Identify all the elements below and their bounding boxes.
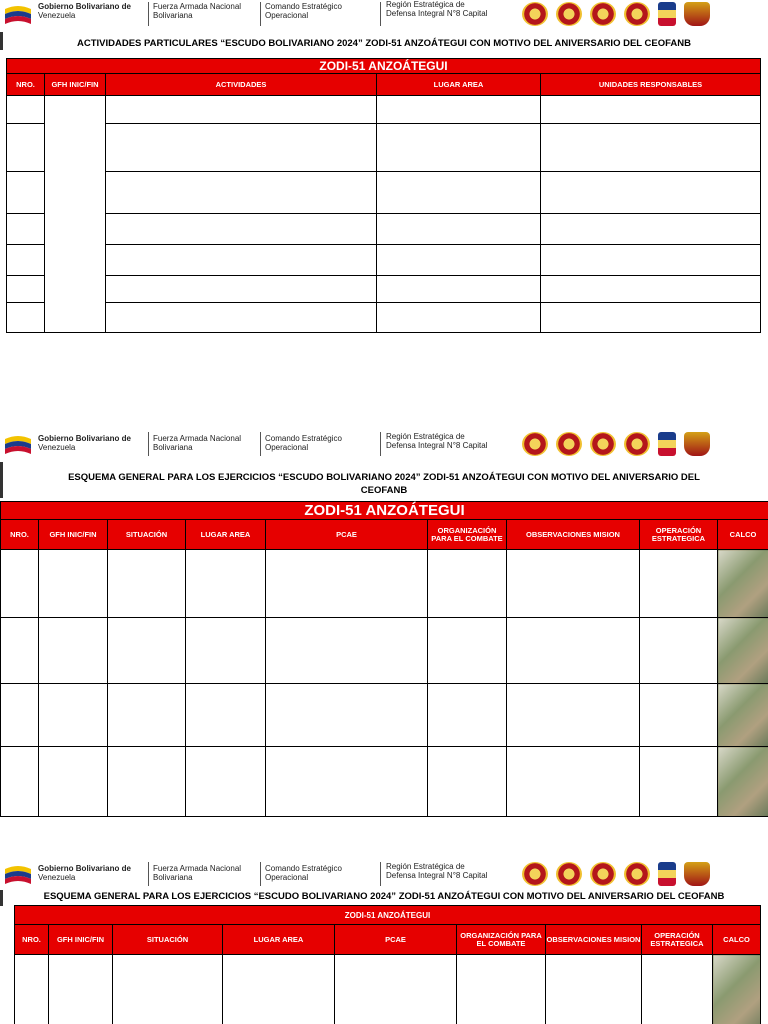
table-cell[interactable]	[186, 684, 266, 747]
table-cell[interactable]	[49, 955, 113, 1024]
table-cell[interactable]	[7, 124, 45, 172]
shield-icon	[684, 862, 710, 886]
col-actividades: ACTIVIDADES	[106, 74, 377, 96]
emblem-icon	[590, 862, 616, 886]
section-title: ACTIVIDADES PARTICULARES “ESCUDO BOLIVARIANO 2024” ZODI-51 ANZOÁTEGUI CON MOTIVO DEL ANIVERSARIO DEL CEOFANB	[76, 38, 692, 49]
coat-of-arms-icon	[658, 2, 676, 26]
zodi-band: ZODI-51 ANZOÁTEGUI	[15, 906, 761, 925]
table-cell[interactable]	[108, 550, 186, 618]
table-cell[interactable]	[266, 550, 428, 618]
col-organizacion: ORGANIZACIÓN PARA EL COMBATE	[457, 925, 546, 955]
col-nro: NRO.	[7, 74, 45, 96]
table-cell[interactable]	[377, 214, 541, 245]
emblem-icon	[556, 2, 582, 26]
shield-icon	[684, 432, 710, 456]
table-cell[interactable]	[541, 172, 761, 214]
zodi-band: ZODI-51 ANZOÁTEGUI	[1, 502, 768, 520]
col-nro: NRO.	[1, 520, 39, 550]
section-actividades	[0, 0, 768, 340]
table-cell[interactable]	[45, 96, 106, 333]
col-situacion: SITUACIÓN	[108, 520, 186, 550]
table-cell[interactable]	[428, 684, 507, 747]
emblem-icon	[590, 2, 616, 26]
table-cell[interactable]	[106, 303, 377, 333]
table-cell[interactable]	[640, 747, 718, 817]
table-cell[interactable]	[7, 276, 45, 303]
table-cell[interactable]	[186, 618, 266, 684]
esquema-table	[14, 905, 761, 1024]
table-cell[interactable]	[7, 172, 45, 214]
table-cell[interactable]	[541, 96, 761, 124]
table-cell[interactable]	[640, 618, 718, 684]
emblem-icon	[556, 862, 582, 886]
table-cell[interactable]	[113, 955, 223, 1024]
letterhead: Gobierno Bolivariano de Venezuela Fuerza Armada Nacional Bolivariana Comando Estratégico Operacional Región Estratégica de Defensa Integral N°8 Capital	[0, 430, 768, 462]
table-cell[interactable]	[377, 96, 541, 124]
col-lugar: LUGAR AREA	[223, 925, 335, 955]
section-title: ESQUEMA GENERAL PARA LOS EJERCICIOS “ESCUDO BOLIVARIANO 2024” ZODI-51 ANZOÁTEGUI CON MOTIVO DEL ANIVERSARIO DEL CEOFANB	[43, 891, 725, 902]
table-cell[interactable]	[428, 747, 507, 817]
letterhead: Gobierno Bolivariano de Venezuela Fuerza Armada Nacional Bolivariana Comando Estratégico Operacional Región Estratégica de Defensa Integral N°8 Capital	[0, 860, 768, 892]
col-gfh: GFH INIC/FIN	[39, 520, 108, 550]
table-cell[interactable]	[39, 684, 108, 747]
table-cell[interactable]	[39, 618, 108, 684]
emblems	[522, 862, 710, 886]
table-cell[interactable]	[7, 96, 45, 124]
table-cell[interactable]	[541, 124, 761, 172]
table-cell[interactable]	[377, 172, 541, 214]
venezuela-flag-icon	[5, 863, 31, 885]
table-cell[interactable]	[106, 96, 377, 124]
table-cell[interactable]	[377, 303, 541, 333]
section-esquema-2	[0, 860, 768, 1024]
table-cell[interactable]	[507, 747, 640, 817]
venezuela-flag-icon	[5, 433, 31, 455]
table-cell[interactable]	[39, 550, 108, 618]
table-cell[interactable]	[186, 550, 266, 618]
col-lugar: LUGAR AREA	[186, 520, 266, 550]
table-cell[interactable]	[507, 550, 640, 618]
map-thumbnail	[718, 618, 768, 684]
table-cell[interactable]	[106, 214, 377, 245]
table-cell[interactable]	[640, 550, 718, 618]
table-cell[interactable]	[1, 618, 39, 684]
coat-of-arms-icon	[658, 862, 676, 886]
map-thumbnail	[718, 684, 768, 747]
table-cell[interactable]	[1, 747, 39, 817]
table-cell[interactable]	[428, 618, 507, 684]
esquema-table	[0, 501, 768, 817]
table-cell[interactable]	[507, 618, 640, 684]
col-observaciones: OBSERVACIONES MISION	[546, 925, 642, 955]
table-cell[interactable]	[7, 245, 45, 276]
table-cell[interactable]	[7, 214, 45, 245]
col-nro: NRO.	[15, 925, 49, 955]
emblem-icon	[624, 432, 650, 456]
col-organizacion: ORGANIZACIÓN PARA EL COMBATE	[428, 520, 507, 550]
emblem-icon	[590, 432, 616, 456]
table-cell[interactable]	[15, 955, 49, 1024]
table-cell[interactable]	[108, 747, 186, 817]
table-cell[interactable]	[457, 955, 546, 1024]
emblem-icon	[522, 432, 548, 456]
table-cell[interactable]	[186, 747, 266, 817]
emblem-icon	[522, 2, 548, 26]
emblem-icon	[556, 432, 582, 456]
table-cell[interactable]	[377, 124, 541, 172]
table-cell[interactable]	[541, 214, 761, 245]
table-cell[interactable]	[39, 747, 108, 817]
table-cell[interactable]	[541, 303, 761, 333]
col-operacion: OPERACIÓN ESTRATEGICA	[640, 520, 718, 550]
table-cell[interactable]	[1, 684, 39, 747]
coat-of-arms-icon	[658, 432, 676, 456]
col-operacion: OPERACIÓN ESTRATEGICA	[642, 925, 713, 955]
actividades-table	[6, 58, 761, 333]
table-cell[interactable]	[640, 684, 718, 747]
col-calco: CALCO	[718, 520, 768, 550]
table-cell[interactable]	[546, 955, 642, 1024]
col-observaciones: OBSERVACIONES MISION	[507, 520, 640, 550]
col-pcae: PCAE	[266, 520, 428, 550]
table-cell[interactable]	[223, 955, 335, 1024]
table-cell[interactable]	[428, 550, 507, 618]
emblem-icon	[624, 862, 650, 886]
map-thumbnail	[718, 747, 768, 817]
table-cell[interactable]	[541, 276, 761, 303]
section-title: ESQUEMA GENERAL PARA LOS EJERCICIOS “ESCUDO BOLIVARIANO 2024” ZODI-51 ANZOÁTEGUI CON MOTIVO DEL ANIVERSARIO DEL CEOFANB	[68, 472, 700, 496]
table-cell[interactable]	[266, 618, 428, 684]
emblem-icon	[624, 2, 650, 26]
col-gfh: GFH INIC/FIN	[45, 74, 106, 96]
table-cell[interactable]	[335, 955, 457, 1024]
col-pcae: PCAE	[335, 925, 457, 955]
emblems	[522, 2, 710, 26]
table-cell[interactable]	[106, 172, 377, 214]
letterhead: Gobierno Bolivariano de Venezuela Fuerza Armada Nacional Bolivariana Comando Estratégico Operacional Región Estratégica de Defensa Integral N°8 Capital	[0, 0, 768, 32]
table-cell[interactable]	[541, 245, 761, 276]
section-esquema-1	[0, 430, 768, 820]
col-situacion: SITUACIÓN	[113, 925, 223, 955]
table-cell[interactable]	[106, 276, 377, 303]
emblems	[522, 432, 710, 456]
col-unidades: UNIDADES RESPONSABLES	[541, 74, 761, 96]
table-cell[interactable]	[642, 955, 713, 1024]
table-cell[interactable]	[377, 276, 541, 303]
table-cell[interactable]	[1, 550, 39, 618]
map-thumbnail	[713, 955, 761, 1024]
zodi-band: ZODI-51 ANZOÁTEGUI	[7, 59, 761, 74]
col-lugar: LUGAR AREA	[377, 74, 541, 96]
table-cell[interactable]	[108, 684, 186, 747]
table-cell[interactable]	[507, 684, 640, 747]
table-cell[interactable]	[7, 303, 45, 333]
table-cell[interactable]	[106, 124, 377, 172]
col-gfh: GFH INIC/FIN	[49, 925, 113, 955]
venezuela-flag-icon	[5, 3, 31, 25]
table-cell[interactable]	[266, 747, 428, 817]
emblem-icon	[522, 862, 548, 886]
table-cell[interactable]	[266, 684, 428, 747]
col-calco: CALCO	[713, 925, 761, 955]
table-cell[interactable]	[377, 245, 541, 276]
table-cell[interactable]	[108, 618, 186, 684]
table-cell[interactable]	[106, 245, 377, 276]
shield-icon	[684, 2, 710, 26]
map-thumbnail	[718, 550, 768, 618]
